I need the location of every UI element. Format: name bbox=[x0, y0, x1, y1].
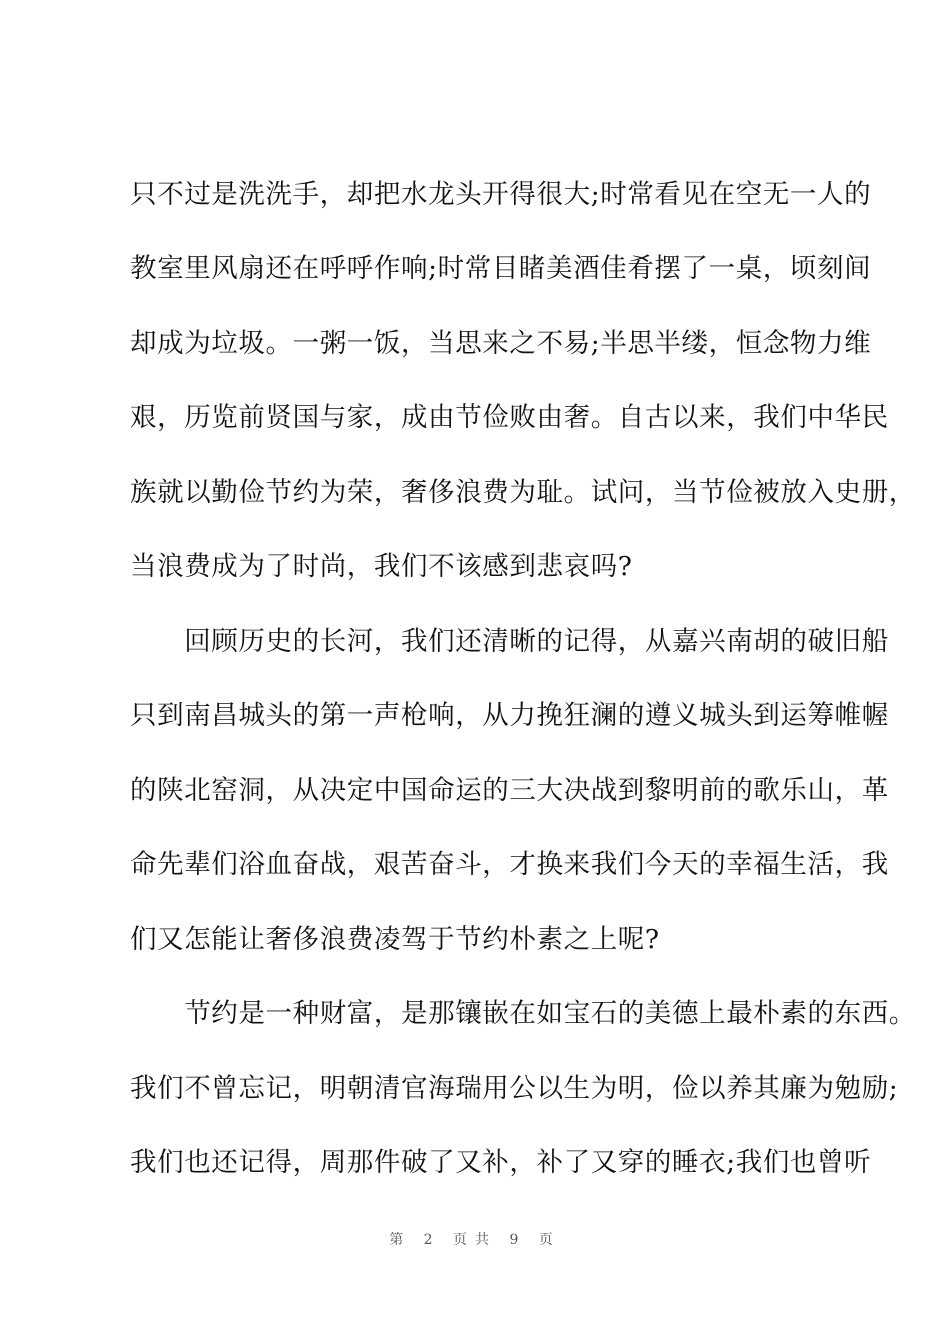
text-line: 只不过是洗洗手，却把水龙头开得很大;时常看见在空无一人的 bbox=[130, 179, 872, 210]
text-line: 回顾历史的长河，我们还清晰的记得，从嘉兴南胡的破旧船 bbox=[130, 626, 889, 657]
text-line: 艰，历览前贤国与家，成由节俭败由奢。自古以来，我们中华民 bbox=[130, 402, 889, 433]
text-line: 的陕北窑洞，从决定中国命运的三大决战到黎明前的歌乐山，革 bbox=[130, 775, 889, 806]
text-line: 当浪费成为了时尚，我们不该感到悲哀吗? bbox=[130, 551, 633, 582]
text-line: 族就以勤俭节约为荣，奢侈浪费为耻。试问，当节俭被放入史册， bbox=[130, 477, 916, 508]
text-line: 们又怎能让奢侈浪费凌驾于节约朴素之上呢? bbox=[130, 924, 660, 955]
text-line: 教室里风扇还在呼呼作响;时常目睹美酒佳肴摆了一桌，顷刻间 bbox=[130, 253, 872, 284]
page-number: 第 2 页共 9 页 bbox=[389, 1232, 561, 1248]
text-line: 我们也还记得，周那件破了又补，补了又穿的睡衣;我们也曾听 bbox=[130, 1147, 872, 1178]
text-line: 却成为垃圾。一粥一饭，当思来之不易;半思半缕，恒念物力维 bbox=[130, 328, 872, 359]
text-line: 节约是一种财富，是那镶嵌在如宝石的美德上最朴素的东西。 bbox=[130, 998, 916, 1029]
text-line: 命先辈们浴血奋战，艰苦奋斗，才换来我们今天的幸福生活，我 bbox=[130, 849, 889, 880]
text-line: 我们不曾忘记，明朝清官海瑞用公以生为明，俭以养其廉为勉励; bbox=[130, 1073, 899, 1104]
text-line: 只到南昌城头的第一声枪响，从力挽狂澜的遵义城头到运筹帷幄 bbox=[130, 700, 889, 731]
